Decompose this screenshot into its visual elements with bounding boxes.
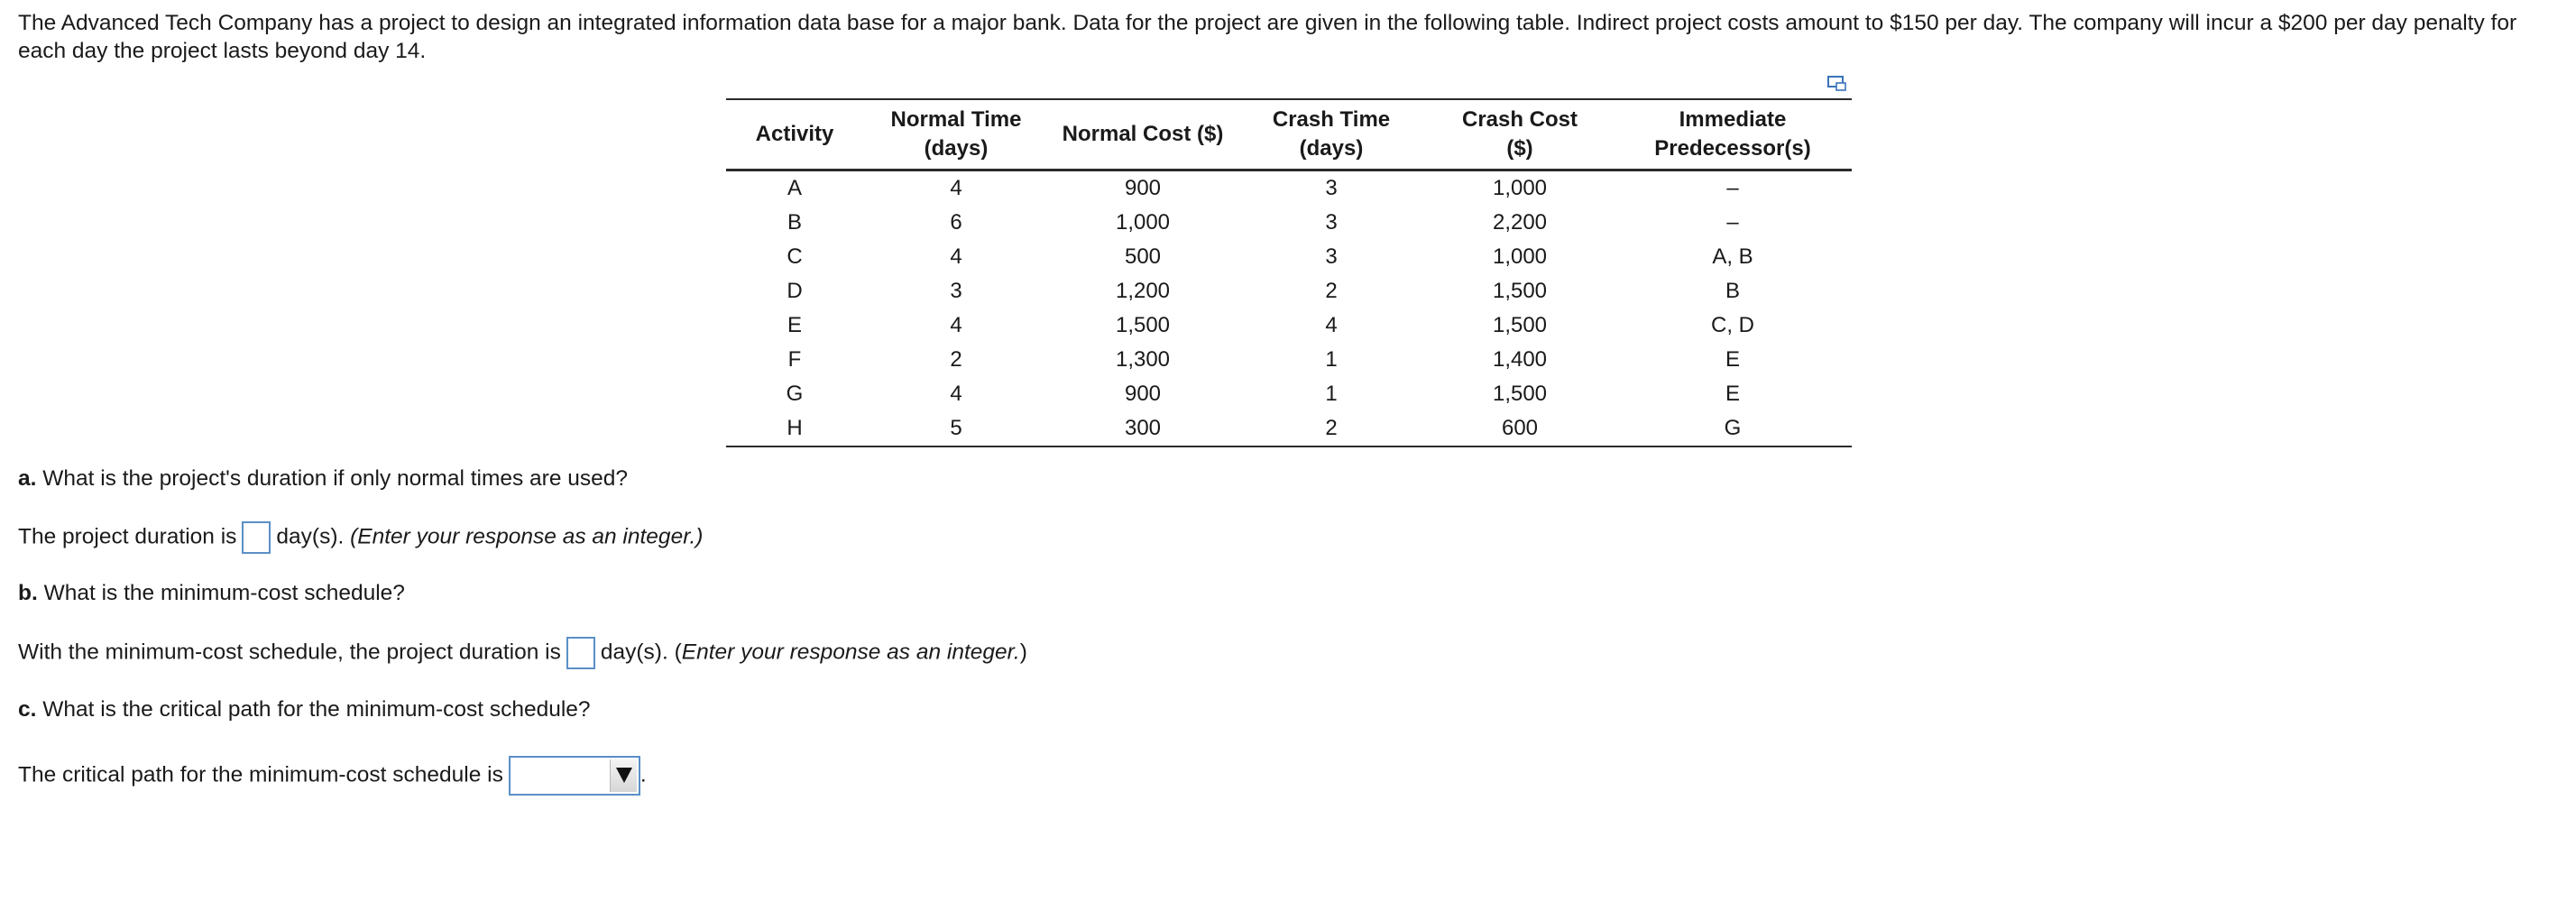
table-cell: 900 [1124,176,1162,200]
column-header-line: ($) [1506,136,1533,161]
table-cell: 3 [1325,244,1338,269]
table-row [726,274,1852,308]
answer-b-hint: Enter your response as an integer. [681,640,1020,665]
column-header [726,99,863,170]
table-row [726,308,1852,343]
table-row [726,206,1852,240]
answer-c-row [18,756,647,796]
table-cell: 2,200 [1492,210,1548,235]
table-cell: 1,500 [1115,313,1171,337]
table-row [726,240,1852,274]
table-cell: 4 [1325,313,1338,337]
table-cell: A, B [1712,244,1753,269]
table-cell: 5 [863,411,1049,446]
min-cost-duration-input[interactable] [566,637,595,669]
answer-b-row [18,637,1027,669]
table-cell: 1,200 [1115,279,1171,303]
table-cell: 1,500 [1492,313,1548,337]
table-cell: – [1726,210,1739,235]
table-cell: 1,500 [1492,279,1548,303]
table-cell: A [787,176,802,200]
column-header-line: Immediate [1679,107,1787,132]
column-header [1426,99,1614,170]
table-cell: E [787,313,802,337]
table-cell: 4 [950,176,962,200]
table-row [726,411,1852,446]
question-b-text: What is the minimum-cost schedule? [37,581,405,605]
column-header-line: Normal Time [890,107,1022,132]
table-cell: G [786,382,804,406]
answer-a-row [18,521,703,554]
question-b-letter: b. [18,581,38,605]
table-cell: 6 [950,210,962,235]
table-cell: 1 [1325,382,1338,406]
dropdown-arrow-icon[interactable] [610,759,637,792]
table-cell: – [1726,176,1739,200]
table-row [726,377,1852,411]
question-b [18,579,405,608]
table-cell: F [787,347,802,372]
table-cell: 4 [950,313,962,337]
table-cell: 600 [1426,411,1614,446]
table-cell: H [726,411,863,446]
table-body [726,170,1852,447]
table-cell: 2 [950,347,962,372]
table-cell: 1,300 [1115,347,1171,372]
table-cell: 500 [1124,244,1162,269]
table-cell: B [1725,279,1740,303]
table-cell: 4 [950,244,962,269]
column-header-line: Predecessor(s) [1654,136,1811,161]
answer-b-prompt: With the minimum-cost schedule, the project duration is [18,640,561,665]
table-cell: 3 [950,279,962,303]
column-header-line: Normal Cost ($) [1062,122,1224,146]
table-cell: 3 [1325,176,1338,200]
table-cell: 900 [1124,382,1162,406]
question-a [18,465,628,493]
table-row [726,170,1852,207]
table-cell: 1,000 [1492,244,1548,269]
table-cell: C [787,244,803,269]
table-cell: C, D [1711,313,1754,337]
table-cell: 1,000 [1115,210,1171,235]
column-header [1049,99,1237,170]
table-cell: E [1725,347,1740,372]
answer-a-hint: (Enter your response as an integer.) [350,524,704,549]
table-cell: 1,000 [1492,176,1548,200]
column-header-line: (days) [1299,136,1364,161]
table-cell: 2 [1325,279,1338,303]
answer-a-prompt: The project duration is [18,524,237,549]
project-data-table [726,98,1852,447]
column-header-line: (days) [924,136,989,161]
answer-c-prompt: The critical path for the minimum-cost schedule is [18,762,503,787]
table-cell: D [787,279,803,303]
answer-b-hint-close: ) [1019,640,1027,665]
question-c-text: What is the critical path for the minimum-cost schedule? [36,697,591,722]
critical-path-select[interactable] [509,756,640,796]
answer-b-unit: day(s). [600,640,668,665]
column-header-line: Activity [755,122,834,146]
table-cell: E [1725,382,1740,406]
answer-c-period: . [639,762,647,787]
column-header-line: Crash Time [1272,107,1391,132]
table-cell: B [787,210,802,235]
copy-table-icon[interactable] [1827,76,1847,92]
table-cell: 1 [1325,347,1338,372]
table-cell: 4 [950,382,962,406]
table-cell: 300 [1049,411,1237,446]
column-header-line: Crash Cost [1461,107,1578,132]
table-cell: 2 [1237,411,1426,446]
table-cell: 1,500 [1492,382,1548,406]
table-cell: G [1614,411,1852,446]
table-cell: 1,400 [1492,347,1548,372]
problem-statement: The Advanced Tech Company has a project to design an integrated information data base for a major bank. Data for the project are given in the following table. Indirect project costs amount to $150 per day. The company will incur a $200 per day penalty for each day the project lasts beyond day 14. [18,11,2517,63]
answer-b-hint-open: ( [674,640,682,665]
table-row [726,343,1852,377]
project-duration-input[interactable] [242,521,271,554]
column-header [1237,99,1426,170]
column-header [1614,99,1852,170]
answer-a-unit: day(s). [276,524,345,549]
table-header-row [726,99,1852,170]
table-cell: 3 [1325,210,1338,235]
question-a-text: What is the project's duration if only normal times are used? [36,466,629,491]
column-header [863,99,1049,170]
question-a-letter: a. [18,466,37,491]
question-c-letter: c. [18,697,37,722]
question-c [18,695,591,724]
